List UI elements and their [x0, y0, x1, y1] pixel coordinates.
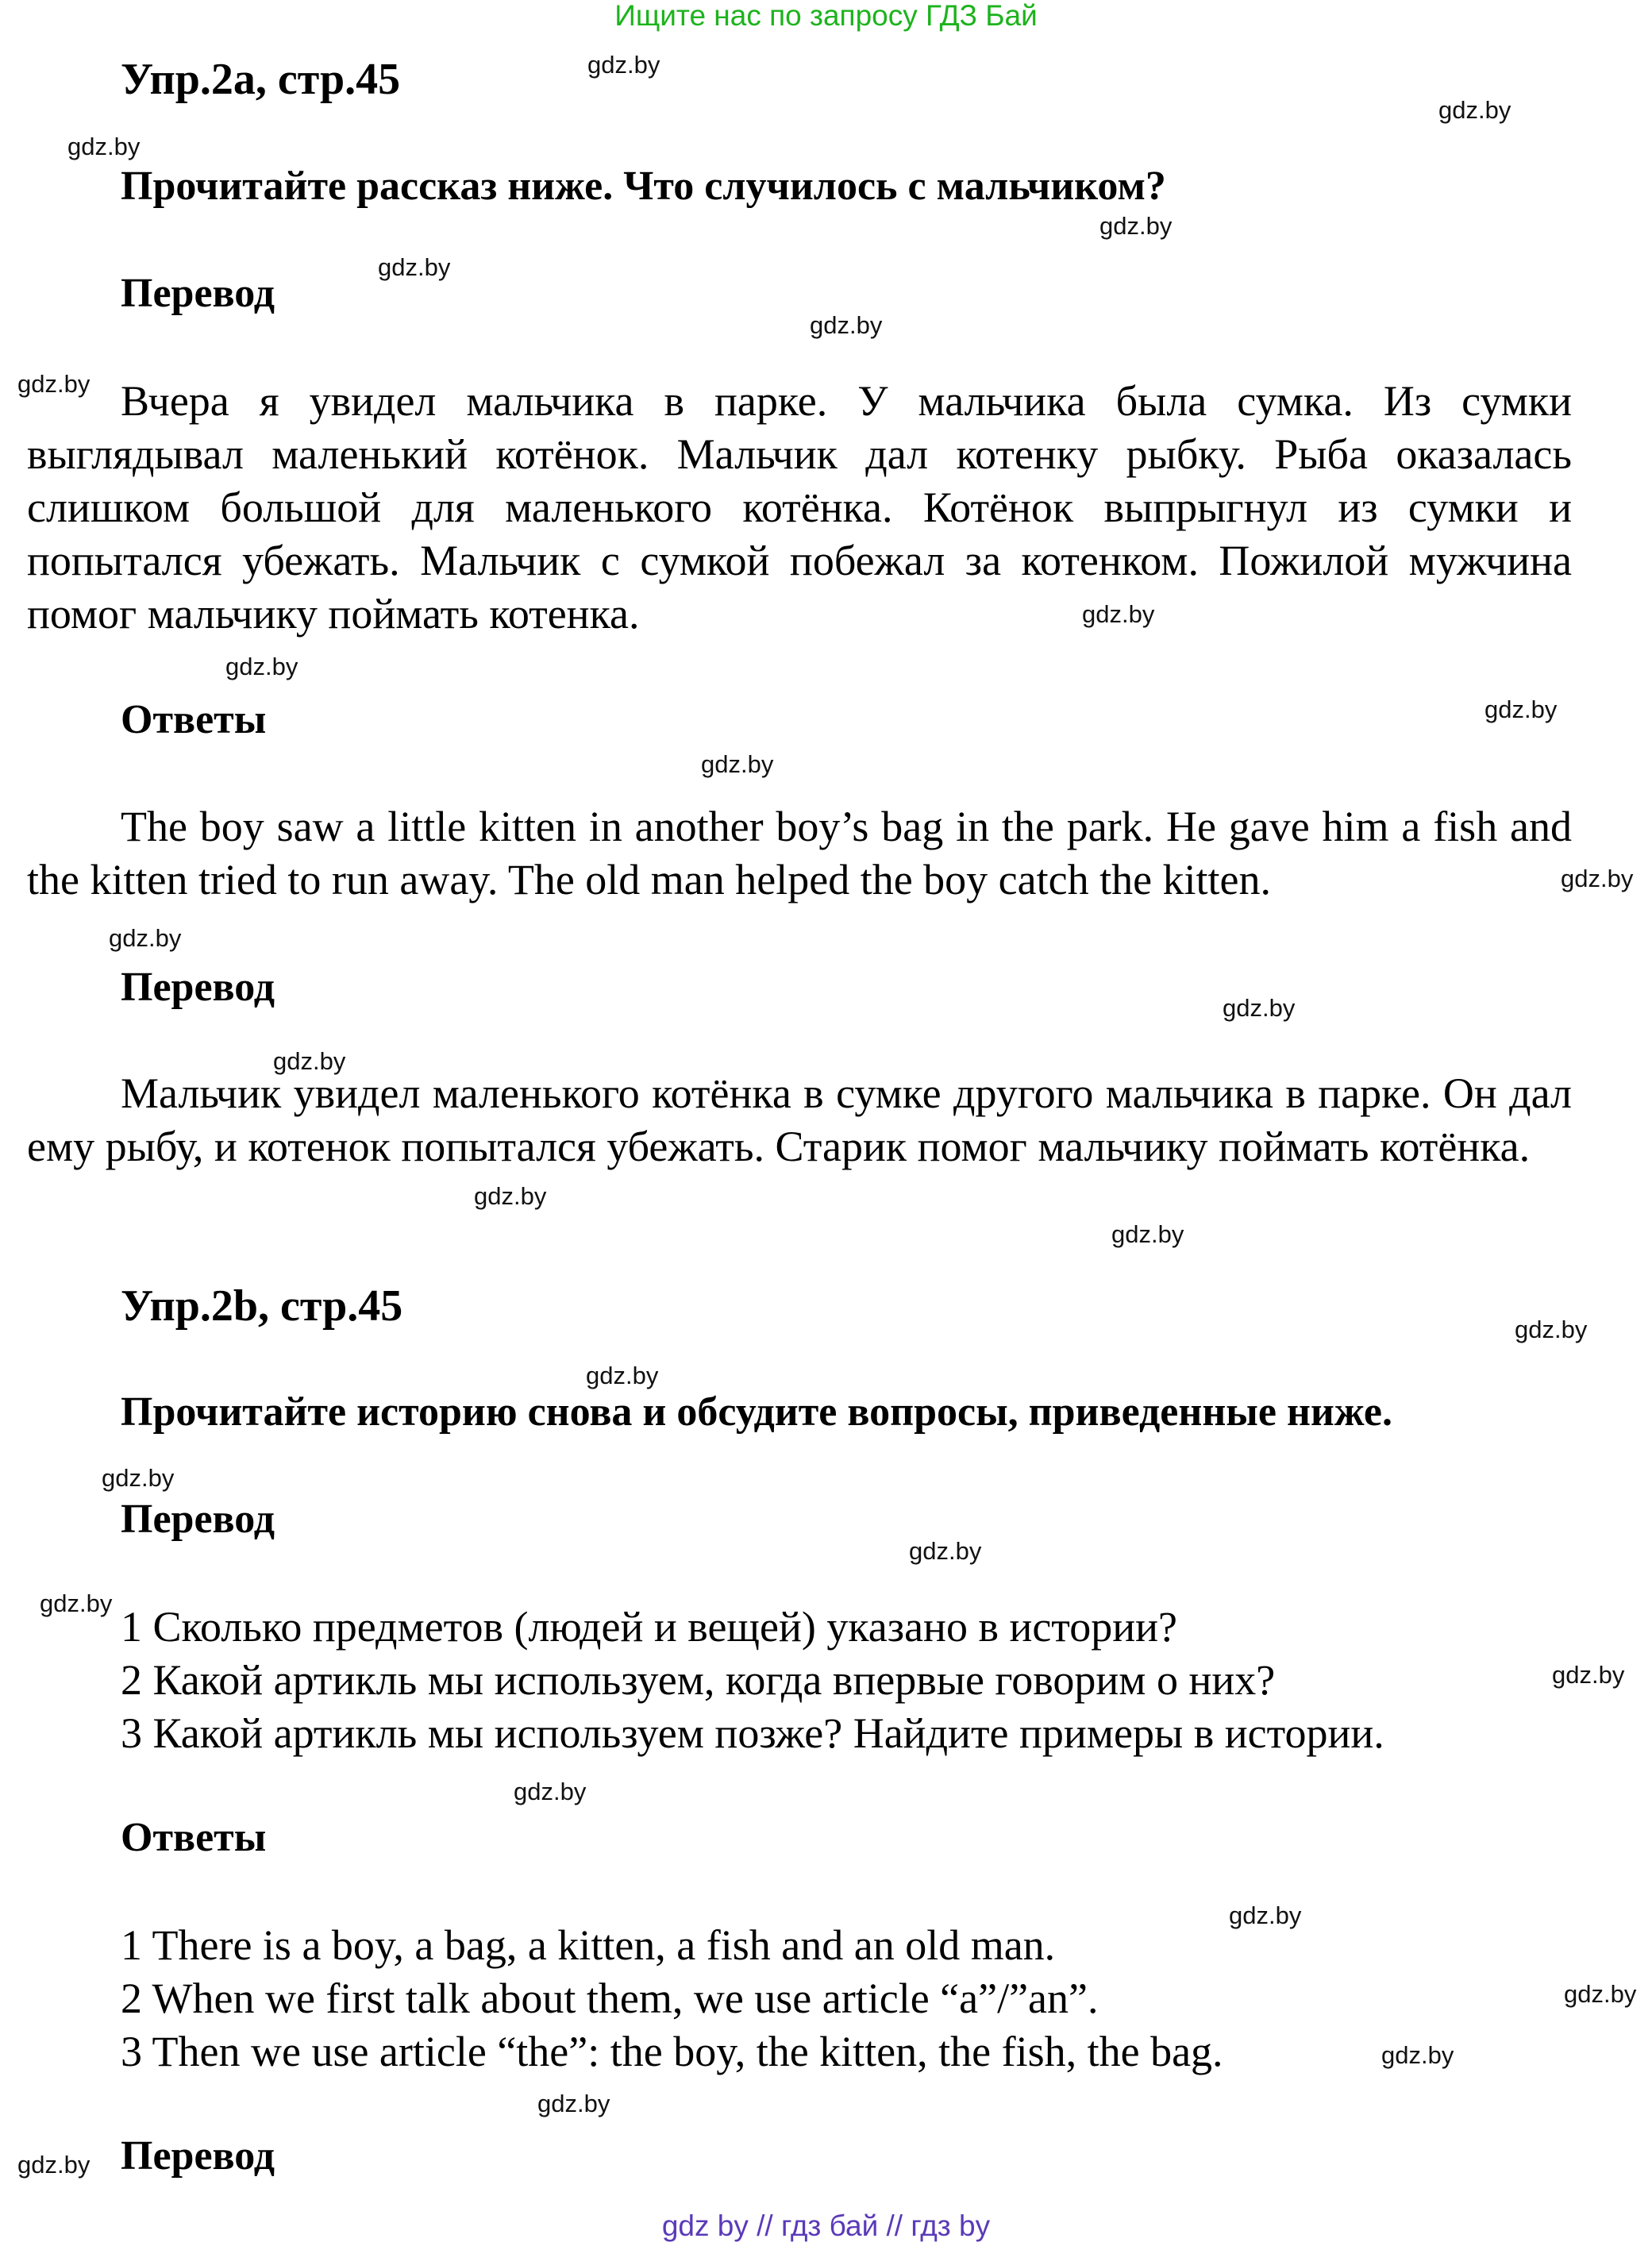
exercise-2b-translation-heading: Перевод [121, 1497, 275, 1542]
watermark: gdz.by [514, 1778, 587, 1805]
exercise-2a-question: Прочитайте рассказ ниже. Что случилось с мальчиком? [121, 164, 1166, 209]
exercise-2a-translation-heading: Перевод [121, 271, 275, 316]
exercise-2b-question: Прочитайте историю снова и обсудите вопросы, приведенные ниже. [121, 1389, 1392, 1435]
search-banner[interactable]: Ищите нас по запросу ГДЗ Бай [614, 0, 1038, 32]
watermark: gdz.by [1552, 1661, 1625, 1689]
watermark: gdz.by [587, 51, 660, 79]
watermark: gdz.by [109, 924, 182, 952]
watermark: gdz.by [1438, 96, 1511, 124]
watermark: gdz.by [1484, 695, 1558, 723]
footer-links[interactable]: gdz by // гдз бай // гдз by [661, 2210, 991, 2242]
watermark: gdz.by [378, 253, 451, 281]
exercise-2b-answers-heading: Ответы [121, 1815, 267, 1860]
watermark: gdz.by [102, 1464, 175, 1492]
watermark: gdz.by [1223, 994, 1296, 1022]
exercise-2b-answer-item: 1 There is a boy, a bag, a kitten, a fish and an old man. [121, 1921, 1056, 1969]
watermark: gdz.by [474, 1182, 547, 1210]
watermark: gdz.by [1099, 212, 1173, 240]
watermark: gdz.by [225, 653, 298, 680]
exercise-2a-answers-heading: Ответы [121, 697, 267, 742]
watermark: gdz.by [17, 2151, 90, 2179]
watermark: gdz.by [537, 2090, 610, 2117]
watermark: gdz.by [1111, 1220, 1184, 1248]
watermark: gdz.by [1561, 865, 1634, 892]
watermark: gdz.by [67, 133, 141, 160]
watermark: gdz.by [1229, 1901, 1302, 1929]
watermark: gdz.by [1515, 1316, 1588, 1343]
exercise-2b-answer-item: 3 Then we use article “the”: the boy, the kitten, the fish, the bag. [121, 2028, 1223, 2075]
watermark: gdz.by [909, 1537, 982, 1565]
watermark: gdz.by [701, 750, 774, 778]
exercise-2a-answer-translation-heading: Перевод [121, 965, 275, 1010]
watermark: gdz.by [1381, 2041, 1454, 2069]
watermark: gdz.by [810, 311, 883, 339]
exercise-2a-title: Упр.2a, стр.45 [121, 55, 401, 104]
exercise-2a-answer-text: The boy saw a little kitten in another boy’s bag in the park. He gave him a fish and the kitten tried to run away. The old man helped the boy catch the kitten. [27, 803, 1572, 903]
watermark: gdz.by [17, 370, 90, 398]
exercise-2b-question-item: 3 Какой артикль мы используем позже? Найдите примеры в истории. [121, 1709, 1384, 1757]
watermark: gdz.by [1564, 1980, 1637, 2008]
watermark: gdz.by [586, 1362, 659, 1389]
exercise-2b-question-item: 1 Сколько предметов (людей и вещей) указано в истории? [121, 1603, 1177, 1651]
exercise-2b-final-heading: Перевод [121, 2133, 275, 2179]
exercise-2b-title: Упр.2b, стр.45 [121, 1281, 403, 1331]
exercise-2a-translation-text: Вчера я увидел мальчика в парке. У мальчика была сумка. Из сумки выглядывал маленький котёнок. Мальчик дал котенку рыбку. Рыба оказалась слишком большой для маленького котёнка. Котёнок выпрыгнул из сумки и попытался убежать. Мальчик с сумкой побежал за котенком. Пожилой мужчина помог мальчику поймать котенка. [27, 377, 1572, 638]
exercise-2b-answer-item: 2 When we first talk about them, we use article “a”/”an”. [121, 1975, 1099, 2022]
exercise-2a-answer-translation-text: Мальчик увидел маленького котёнка в сумке другого мальчика в парке. Он дал ему рыбу, и котенок попытался убежать. Старик помог мальчику поймать котёнка. [27, 1069, 1572, 1170]
watermark: gdz.by [273, 1047, 346, 1075]
exercise-2b-question-item: 2 Какой артикль мы используем, когда впервые говорим о них? [121, 1656, 1276, 1704]
watermark: gdz.by [1082, 600, 1155, 628]
watermark: gdz.by [40, 1589, 113, 1617]
